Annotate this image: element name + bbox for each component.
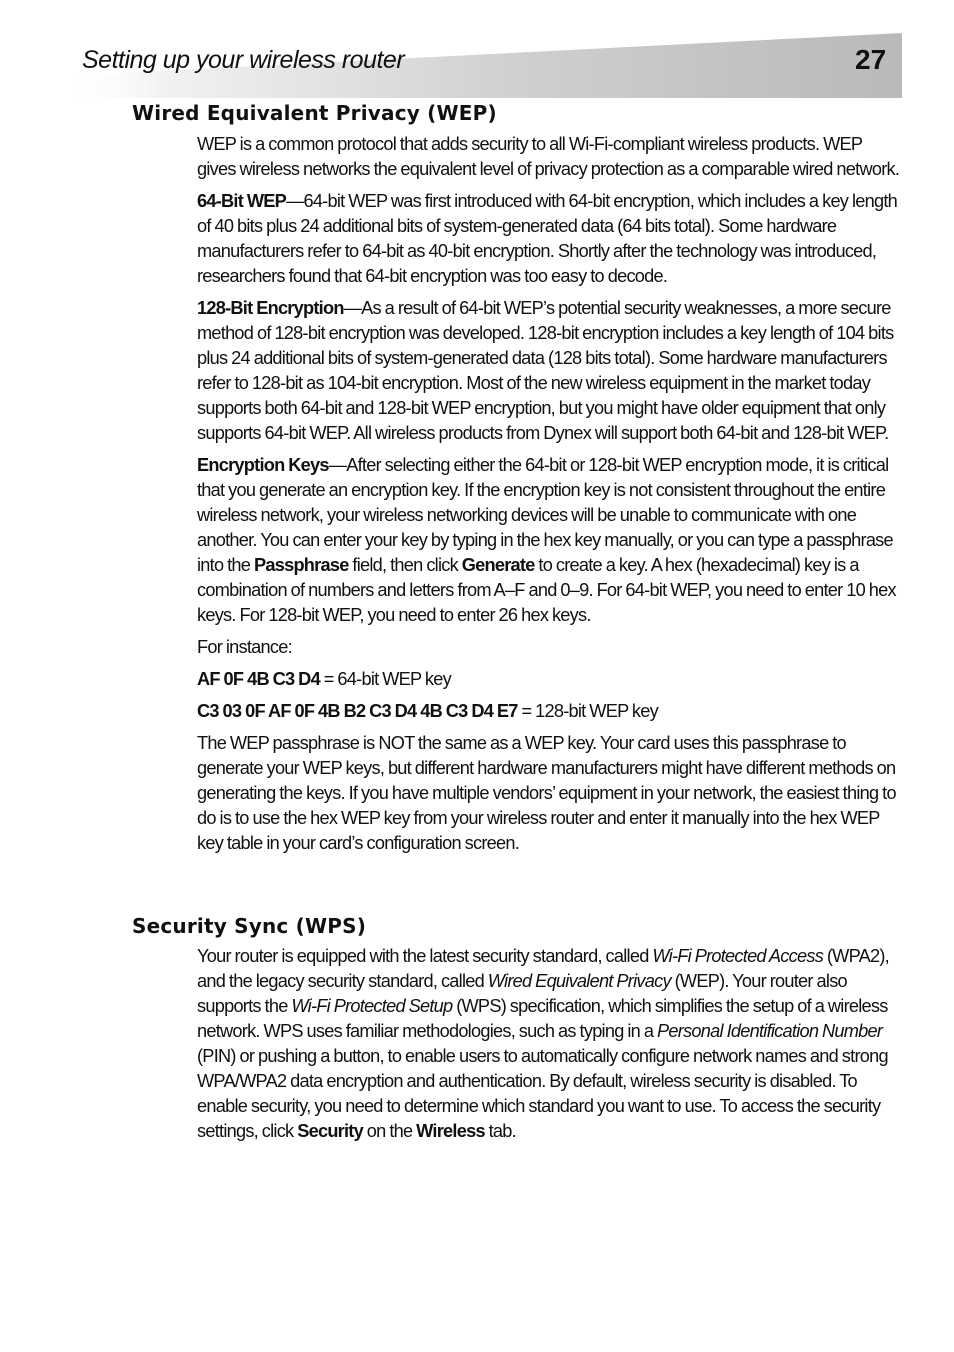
bit128-text: —As a result of 64-bit WEP’s potential security weaknesses, a more secure method of 128-bit encryption was developed. 128-bit encryption includes a key length of 104 bits plus 24 additional bits of system-generated data (128 bits total). Some hardware manufacturers refer to 128-bit as 104-bit encryption. Most of the new wireless equipment in the market today supports both 64-bit and 128-bit WEP encryption, but you might have older equipment that only supports 64-bit WEP. All wireless products from Dynex will support both 64-bit and 128-bit WEP. xyxy=(197,298,894,443)
example-128-line xyxy=(197,699,902,724)
wps-italic-wpa: Wi-Fi Protected Access xyxy=(652,946,824,966)
example-64-line xyxy=(197,667,902,692)
wps-text-6: on the xyxy=(362,1121,417,1141)
bit128-paragraph xyxy=(197,296,902,446)
generate-term: Generate xyxy=(461,555,535,575)
wps-paragraph xyxy=(197,944,902,1144)
encryption-keys-text-2: field, then click xyxy=(348,555,462,575)
wireless-term: Wireless xyxy=(416,1121,485,1141)
encryption-keys-paragraph xyxy=(197,453,902,628)
encryption-keys-text-3: to create a key. A hex (hexadecimal) key is a combination of numbers and letters from A–F and 0–9. For 64-bit WEP, you need to enter 10 hex keys. For 128-bit WEP, you need to enter 26 hex keys. xyxy=(197,555,896,625)
example-64-desc: = 64-bit WEP key xyxy=(319,669,451,689)
wps-section-body xyxy=(197,944,902,1151)
wps-italic-wps: Wi-Fi Protected Setup xyxy=(291,996,453,1016)
wps-text-5: (PIN) or pushing a button, to enable users to automatically configure network names and strong WPA/WPA2 data encryption and authentication. By default, wireless security is disabled. To enable security, you need to determine which standard you want to use. To access the security settings, click xyxy=(197,1046,888,1141)
section-heading-wep: Wired Equivalent Privacy (WEP) xyxy=(132,101,497,125)
section-heading-wps: Security Sync (WPS) xyxy=(132,914,367,938)
wps-text-7: tab. xyxy=(484,1121,516,1141)
running-head-title: Setting up your wireless router xyxy=(82,46,405,74)
for-instance-line: For instance: xyxy=(197,637,292,657)
page-number: 27 xyxy=(855,44,887,75)
example-128-key: C3 03 0F AF 0F 4B B2 C3 D4 4B C3 D4 E7 xyxy=(197,701,518,721)
wps-text-4: (WPS) specification, which simplifies the setup of a wireless network. WPS uses familiar methodologies, such as typing in a xyxy=(197,996,888,1041)
wep-section-body xyxy=(197,132,902,863)
wep-intro-paragraph: WEP is a common protocol that adds security to all Wi-Fi-compliant wireless products. WEP gives wireless networks the equivalent level of privacy protection as a comparable wired network. xyxy=(197,134,900,179)
wps-italic-pin: Personal Identification Number xyxy=(657,1021,883,1041)
encryption-keys-text-1: —After selecting either the 64-bit or 128-bit WEP encryption mode, it is critical that you generate an encryption key. If the encryption key is not consistent throughout the entire wireless network, your wireless networking devices will be unable to communicate with one another. You can enter your key by typing in the hex key manually, or you can type a passphrase into the xyxy=(197,455,893,575)
bit128-term: 128-Bit Encryption xyxy=(197,298,344,318)
bit64-term: 64-Bit WEP xyxy=(197,191,287,211)
passphrase-note-paragraph: The WEP passphrase is NOT the same as a WEP key. Your card uses this passphrase to generate your WEP keys, but different hardware manufacturers might have different methods on generating the keys. If you have multiple vendors’ equipment in your network, the easiest thing to do is to use the hex WEP key from your wireless router and enter it manually into the hex WEP key table in your card’s configuration screen. xyxy=(197,733,896,853)
passphrase-term: Passphrase xyxy=(253,555,349,575)
wps-text-1: Your router is equipped with the latest security standard, called xyxy=(197,946,653,966)
encryption-keys-term: Encryption Keys xyxy=(197,455,329,475)
bit64-paragraph xyxy=(197,189,902,289)
example-128-desc: = 128-bit WEP key xyxy=(517,701,658,721)
wps-text-3: (WEP). Your router also supports the xyxy=(197,971,847,1016)
security-term: Security xyxy=(297,1121,363,1141)
example-64-key: AF 0F 4B C3 D4 xyxy=(197,669,320,689)
wps-text-2: (WPA2), and the legacy security standard, called xyxy=(197,946,889,991)
bit64-text: —64-bit WEP was first introduced with 64-bit encryption, which includes a key length of 40 bits plus 24 additional bits of system-generated data (64 bits total). Some hardware manufacturers refer to 64-bit as 40-bit encryption. Shortly after the technology was introduced, researchers found that 64-bit encryption was too easy to decode. xyxy=(197,191,898,286)
wps-italic-wep: Wired Equivalent Privacy xyxy=(487,971,671,991)
